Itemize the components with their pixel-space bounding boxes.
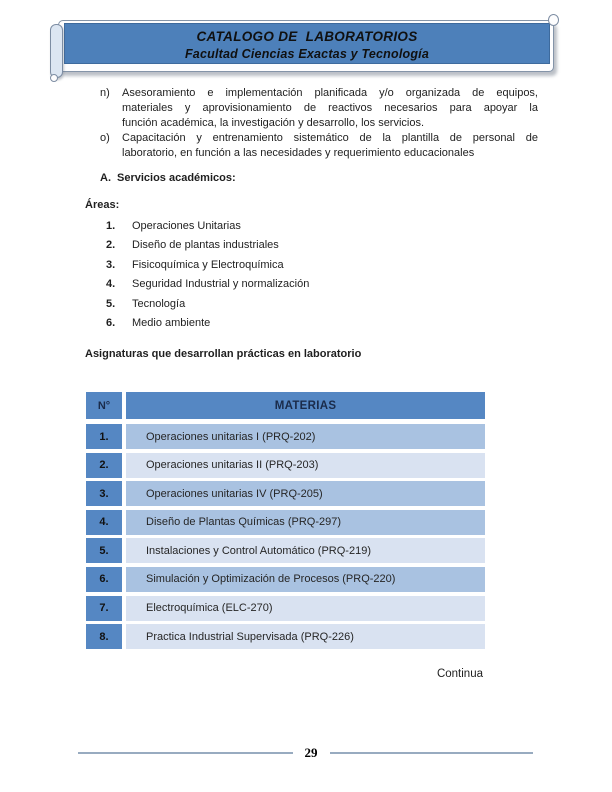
table-row — [86, 538, 485, 563]
paragraph-n-text — [122, 86, 538, 131]
list-item — [106, 298, 309, 317]
table-row — [86, 567, 485, 592]
list-item-text: Operaciones Unitarias — [132, 220, 241, 232]
footer-rule-right — [330, 752, 533, 754]
table-cell-materia: Operaciones unitarias I (PRQ-202) — [126, 424, 485, 449]
list-item-number: 3. — [106, 258, 116, 271]
table-cell-materia: Operaciones unitarias II (PRQ-203) — [126, 453, 485, 478]
areas-label: Áreas: — [85, 199, 120, 211]
table-cell-materia: Electroquímica (ELC-270) — [126, 596, 485, 621]
table-cell-number: 1. — [86, 424, 122, 449]
table-cell-materia: Operaciones unitarias IV (PRQ-205) — [126, 481, 485, 506]
list-item-text: Medio ambiente — [132, 316, 211, 329]
table-cell-materia: Instalaciones y Control Automático (PRQ-219) — [126, 538, 485, 563]
list-item — [106, 220, 309, 239]
list-item — [106, 317, 309, 336]
table-cell-materia: Diseño de Plantas Químicas (PRQ-297) — [126, 510, 485, 535]
table-cell-number: 2. — [86, 453, 122, 478]
table-cell-number: 4. — [86, 510, 122, 535]
table-cell-materia: Simulación y Optimización de Procesos (PRQ-220) — [126, 567, 485, 592]
paragraph-n — [100, 86, 540, 131]
list-item-number: 2. — [106, 239, 116, 252]
banner-subtitle: Facultad Ciencias Exactas y Tecnología — [184, 47, 430, 61]
table-header-row — [86, 392, 485, 419]
continua-note: Continua — [436, 668, 483, 680]
table-body — [86, 424, 485, 649]
materias-table — [86, 392, 485, 653]
table-row — [86, 510, 485, 535]
paragraph-line: Asesoramiento e implementación planificada y/o organizada de equipos, — [122, 87, 538, 99]
banner-scroll-curl-icon — [548, 14, 559, 26]
section-heading-text: Servicios académicos: — [117, 172, 236, 184]
list-item-text: Tecnología — [132, 297, 186, 310]
list-item — [106, 278, 309, 297]
areas-list — [106, 220, 309, 336]
header-banner — [48, 14, 560, 78]
list-item-number: 5. — [106, 297, 116, 310]
paragraph-n-label: n) — [100, 87, 110, 99]
list-item-number: 4. — [106, 278, 116, 291]
page-number: 29 — [304, 745, 318, 760]
list-item-number: 1. — [106, 220, 116, 232]
table-header-num: N° — [86, 392, 122, 419]
list-item-text: Diseño de plantas industriales — [132, 239, 279, 252]
list-item — [106, 239, 309, 258]
list-item-text: Fisicoquímica y Electroquímica — [132, 258, 284, 271]
table-row — [86, 453, 485, 478]
banner-scroll-roll-icon — [50, 24, 63, 78]
list-item-text: Seguridad Industrial y normalización — [132, 278, 310, 291]
table-row — [86, 481, 485, 506]
table-cell-number: 7. — [86, 596, 122, 621]
list-item-number: 6. — [106, 316, 116, 329]
list-item — [106, 259, 309, 278]
banner-blue-panel — [64, 23, 550, 64]
table-heading: Asignaturas que desarrollan prácticas en laboratorio — [85, 348, 362, 360]
paragraph-line: laboratorio, en función a las necesidades y requerimiento educacionales — [122, 147, 475, 159]
paragraph-line: Capacitación y entrenamiento sistemático de la plantilla de personal de — [122, 132, 538, 144]
table-header-materias: MATERIAS — [126, 392, 485, 419]
footer-rule-left — [78, 752, 293, 754]
paragraph-line: materiales y aprovisionamiento de reactivos necesarios para apoyar la — [122, 102, 538, 114]
table-row — [86, 596, 485, 621]
table-cell-materia: Practica Industrial Supervisada (PRQ-226) — [126, 624, 485, 649]
table-cell-number: 6. — [86, 567, 122, 592]
section-heading-label: A. — [100, 172, 111, 184]
banner-scroll-shape — [58, 20, 554, 72]
paragraph-o-label: o) — [100, 132, 110, 144]
table-row — [86, 624, 485, 649]
table-cell-number: 3. — [86, 481, 122, 506]
paragraph-line: función académica, la investigación y desarrollo, los servicios. — [122, 117, 425, 129]
paragraph-o-text — [122, 131, 538, 161]
table-cell-number: 5. — [86, 538, 122, 563]
table-cell-number: 8. — [86, 624, 122, 649]
table-row — [86, 424, 485, 449]
banner-title: CATALOGO DE LABORATORIOS — [196, 29, 418, 44]
paragraph-o — [100, 131, 540, 161]
section-heading — [100, 172, 236, 184]
